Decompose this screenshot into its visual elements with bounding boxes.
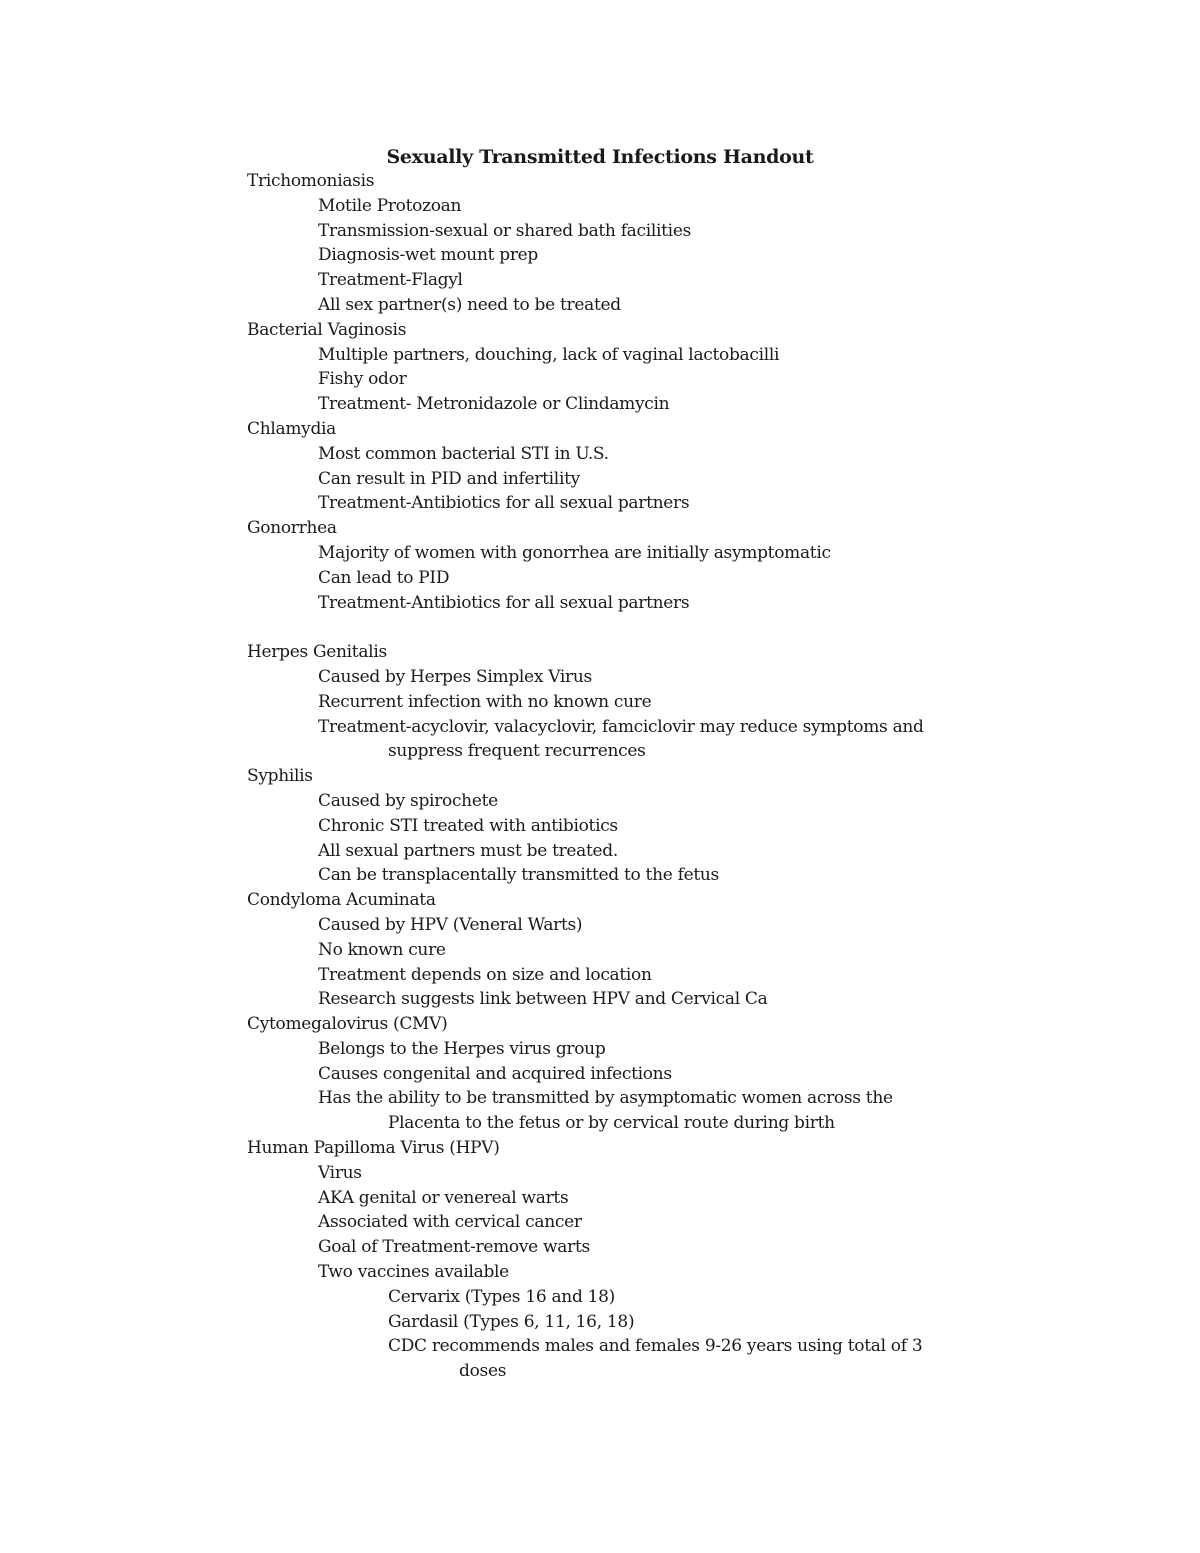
list-item: Can result in PID and infertility bbox=[318, 468, 580, 489]
list-item: Caused by spirochete bbox=[318, 790, 498, 811]
section-heading-bacterial-vaginosis: Bacterial Vaginosis bbox=[247, 319, 407, 340]
section-heading-chlamydia: Chlamydia bbox=[247, 418, 337, 439]
list-item: Treatment depends on size and location bbox=[318, 964, 652, 985]
list-item: Virus bbox=[318, 1162, 362, 1183]
list-item: Two vaccines available bbox=[318, 1262, 509, 1283]
list-item: Goal of Treatment-remove warts bbox=[318, 1237, 590, 1258]
sub-list-item: CDC recommends males and females 9-26 years using total of 3 bbox=[388, 1336, 923, 1357]
list-item: Belongs to the Herpes virus group bbox=[318, 1038, 606, 1059]
list-item: Treatment-acyclovir, valacyclovir, famciclovir may reduce symptoms and bbox=[318, 716, 924, 737]
sub-list-item: Gardasil (Types 6, 11, 16, 18) bbox=[388, 1311, 635, 1332]
list-item-continuation: Placenta to the fetus or by cervical route during birth bbox=[388, 1113, 835, 1134]
list-item: All sexual partners must be treated. bbox=[318, 840, 618, 861]
list-item: Associated with cervical cancer bbox=[318, 1212, 582, 1233]
list-item: Treatment-Antibiotics for all sexual partners bbox=[318, 493, 690, 514]
section-heading-cytomegalovirus: Cytomegalovirus (CMV) bbox=[247, 1014, 448, 1035]
sub-list-item: Cervarix (Types 16 and 18) bbox=[388, 1286, 616, 1307]
list-item: AKA genital or venereal warts bbox=[318, 1187, 569, 1208]
list-item: No known cure bbox=[318, 939, 446, 960]
list-item: Chronic STI treated with antibiotics bbox=[318, 815, 618, 836]
section-heading-syphilis: Syphilis bbox=[247, 766, 313, 787]
list-item: Can lead to PID bbox=[318, 567, 450, 588]
list-item: Treatment-Flagyl bbox=[318, 270, 463, 291]
list-item: Recurrent infection with no known cure bbox=[318, 691, 652, 712]
section-heading-herpes-genitalis: Herpes Genitalis bbox=[247, 642, 387, 663]
section-heading-gonorrhea: Gonorrhea bbox=[247, 518, 337, 539]
document-body bbox=[247, 169, 1047, 1384]
list-item: Multiple partners, douching, lack of vaginal lactobacilli bbox=[318, 344, 780, 365]
list-item: Has the ability to be transmitted by asymptomatic women across the bbox=[318, 1088, 893, 1109]
list-item: Transmission-sexual or shared bath facilities bbox=[318, 220, 692, 241]
list-item: Research suggests link between HPV and Cervical Ca bbox=[318, 989, 768, 1010]
list-item: Caused by HPV (Veneral Warts) bbox=[318, 914, 583, 935]
section-heading-hpv: Human Papilloma Virus (HPV) bbox=[247, 1138, 500, 1159]
list-item: Majority of women with gonorrhea are initially asymptomatic bbox=[318, 542, 831, 563]
list-item-continuation: suppress frequent recurrences bbox=[388, 741, 646, 762]
list-item: Motile Protozoan bbox=[318, 195, 462, 216]
list-item: Fishy odor bbox=[318, 369, 407, 390]
list-item: All sex partner(s) need to be treated bbox=[318, 294, 621, 315]
section-heading-condyloma-acuminata: Condyloma Acuminata bbox=[247, 890, 436, 911]
list-item: Most common bacterial STI in U.S. bbox=[318, 443, 609, 464]
list-item: Causes congenital and acquired infections bbox=[318, 1063, 672, 1084]
list-item: Treatment- Metronidazole or Clindamycin bbox=[318, 394, 670, 415]
list-item: Can be transplacentally transmitted to the fetus bbox=[318, 865, 719, 886]
section-heading-trichomoniasis: Trichomoniasis bbox=[247, 171, 375, 191]
list-item: Treatment-Antibiotics for all sexual partners bbox=[318, 592, 690, 613]
list-item: Diagnosis-wet mount prep bbox=[318, 245, 538, 266]
list-item: Caused by Herpes Simplex Virus bbox=[318, 666, 592, 687]
page-title: Sexually Transmitted Infections Handout bbox=[386, 146, 814, 168]
sub-list-item-continuation: doses bbox=[459, 1361, 507, 1382]
blank-line bbox=[247, 615, 1047, 640]
